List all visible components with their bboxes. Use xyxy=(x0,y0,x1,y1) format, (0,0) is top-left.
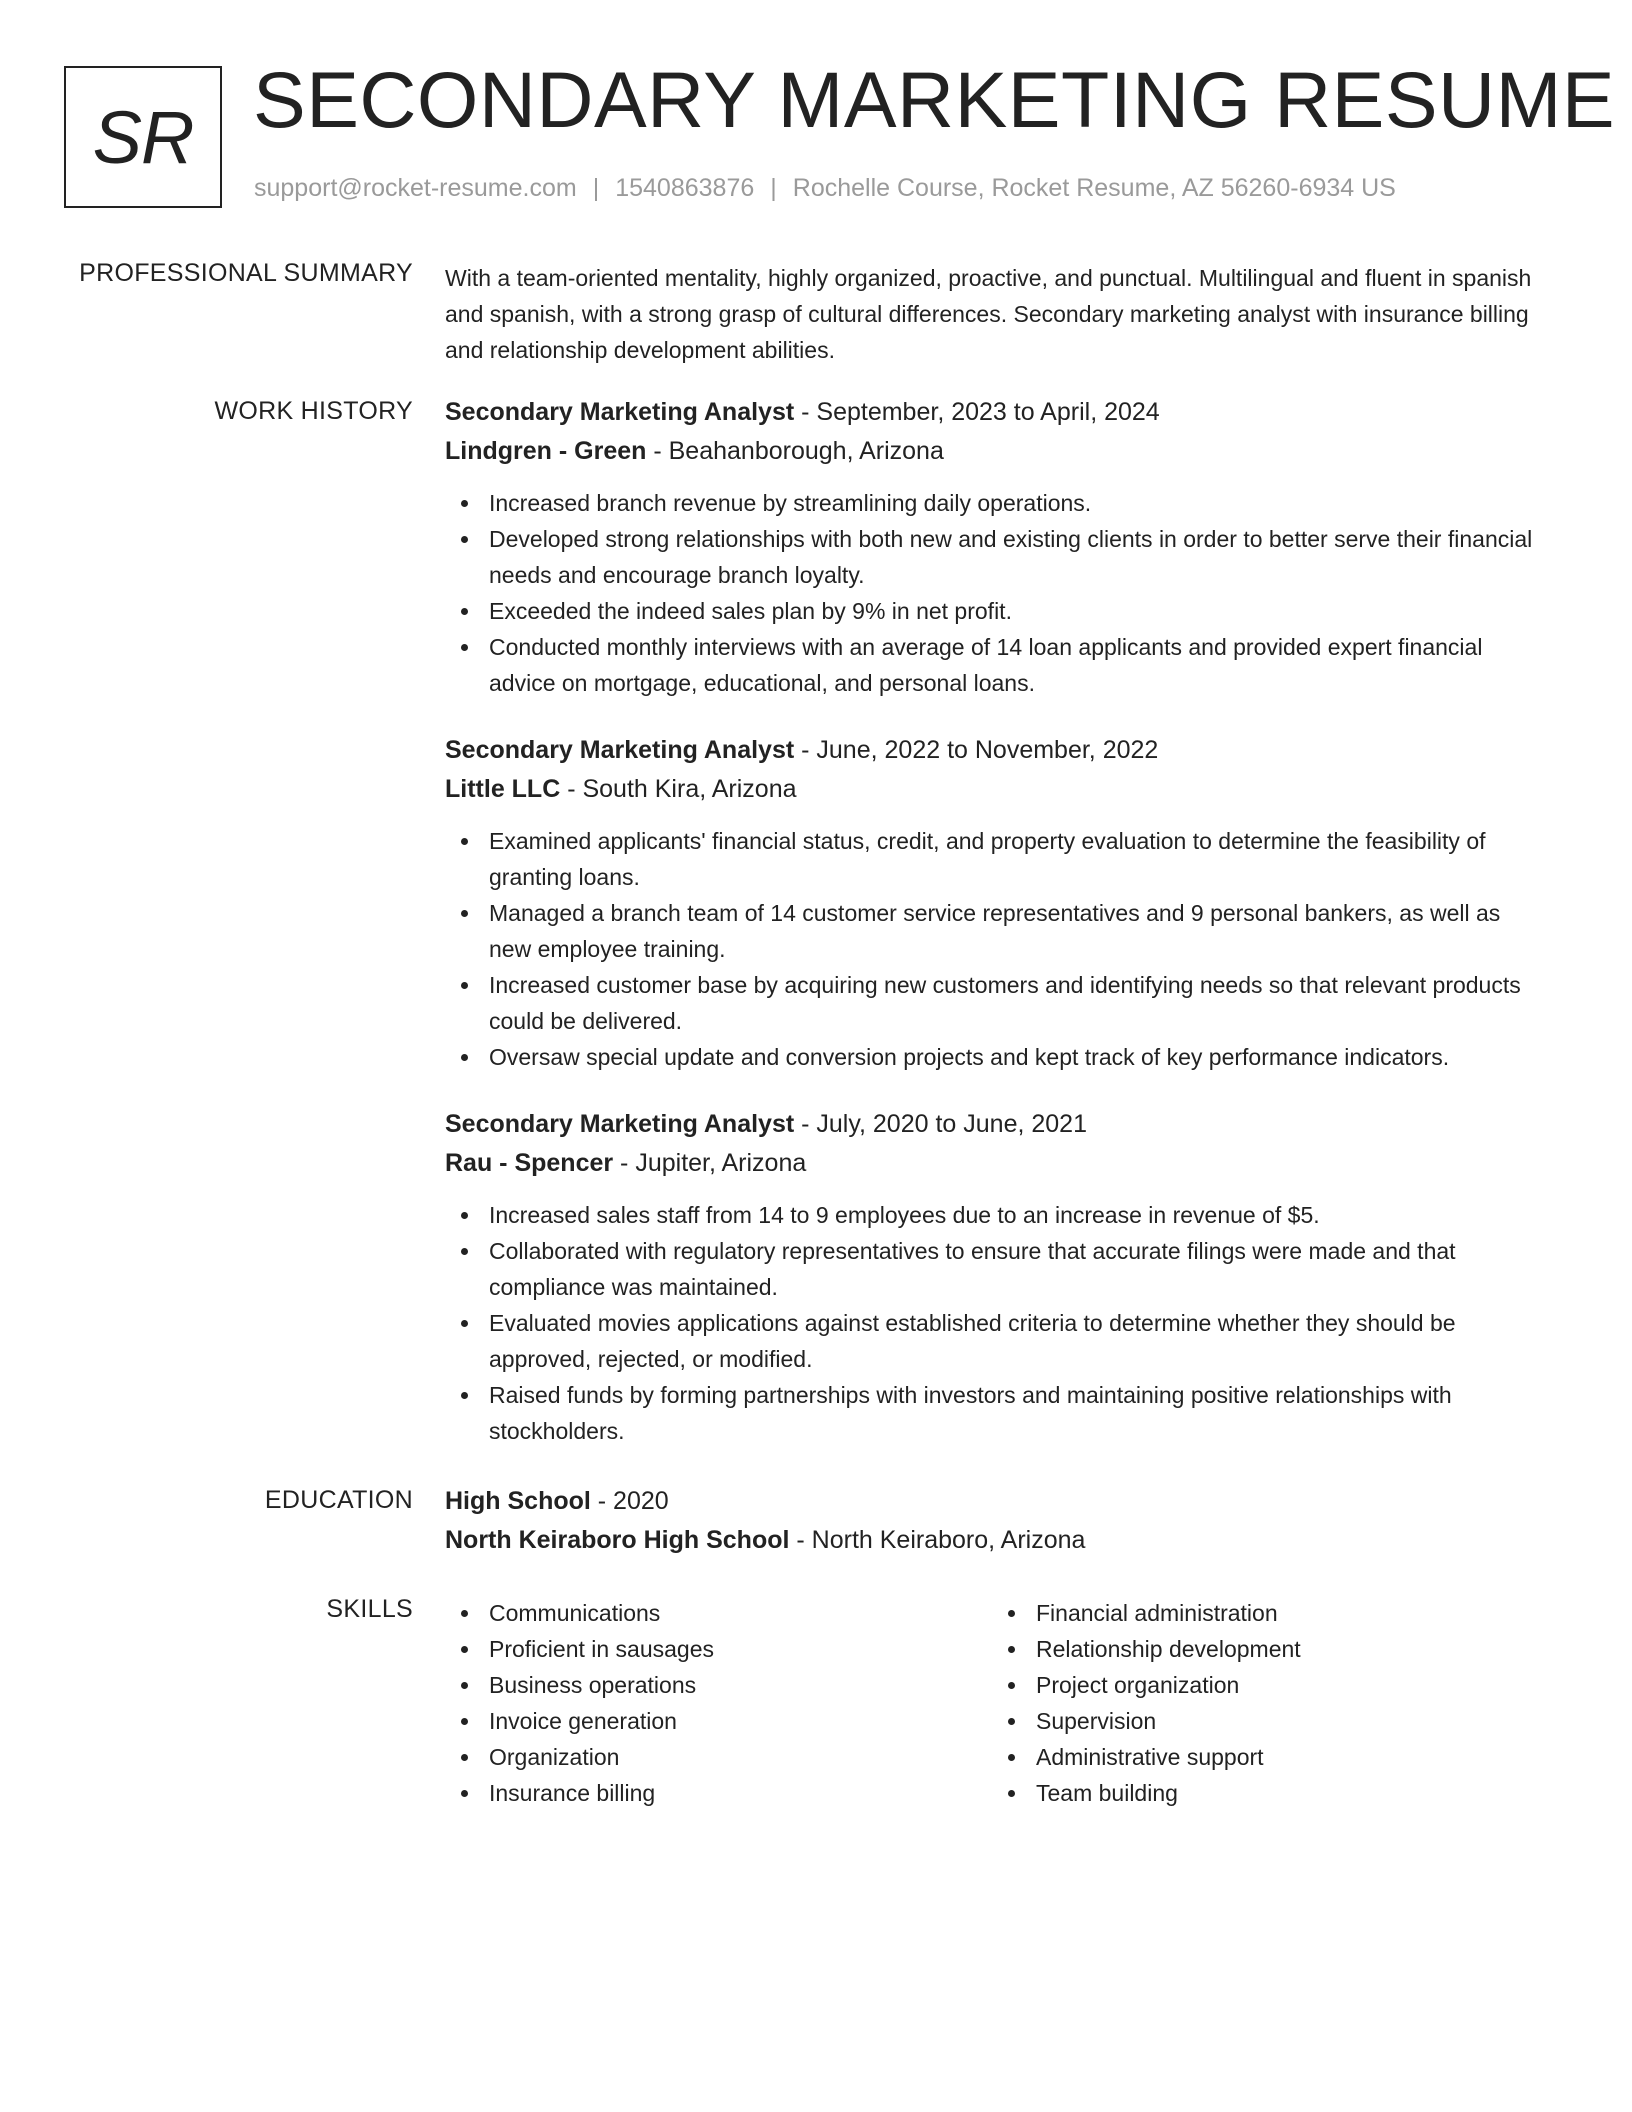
job-entry xyxy=(445,731,1545,1075)
job-bullet: Conducted monthly interviews with an average of 14 loan applicants and provided expert financial advice on mortgage, educational, and personal loans. xyxy=(445,629,1545,701)
job-bullet: Increased branch revenue by streamlining daily operations. xyxy=(445,485,1545,521)
education-location: - North Keiraboro, Arizona xyxy=(789,1526,1086,1554)
monogram-logo: SR xyxy=(64,66,222,208)
job-title-line xyxy=(445,393,1545,432)
job-company: Little LLC xyxy=(445,775,561,803)
job-dates: - June, 2022 to November, 2022 xyxy=(794,736,1159,764)
skill-item: Invoice generation xyxy=(445,1703,992,1739)
education-degree-line xyxy=(445,1482,1545,1521)
job-bullet: Exceeded the indeed sales plan by 9% in net profit. xyxy=(445,593,1545,629)
skills-columns xyxy=(445,1595,1545,1811)
job-entry xyxy=(445,393,1545,701)
job-location: - Beahanborough, Arizona xyxy=(646,437,944,465)
skill-item: Relationship development xyxy=(992,1631,1539,1667)
job-location: - South Kira, Arizona xyxy=(560,775,797,803)
job-company: Rau - Spencer xyxy=(445,1149,614,1177)
skill-item: Organization xyxy=(445,1739,992,1775)
education-school-line xyxy=(445,1521,1545,1560)
contact-separator: | xyxy=(592,174,600,202)
job-dates: - September, 2023 to April, 2024 xyxy=(794,398,1160,426)
education-school: North Keiraboro High School xyxy=(445,1526,790,1554)
job-bullet: Collaborated with regulatory representatives to ensure that accurate filings were made and that compliance was maintained. xyxy=(445,1233,1545,1305)
job-title: Secondary Marketing Analyst xyxy=(445,398,795,426)
job-location: - Jupiter, Arizona xyxy=(613,1149,807,1177)
skill-item: Financial administration xyxy=(992,1595,1539,1631)
education-degree: High School xyxy=(445,1487,591,1515)
job-bullet: Evaluated movies applications against established criteria to determine whether they should be approved, rejected, or modified. xyxy=(445,1305,1545,1377)
job-bullet: Raised funds by forming partnerships with investors and maintaining positive relationships with stockholders. xyxy=(445,1377,1545,1449)
section-label-summary: PROFESSIONAL SUMMARY xyxy=(79,259,413,287)
contact-email[interactable]: support@rocket-resume.com xyxy=(254,174,577,202)
skills-list-left xyxy=(445,1595,992,1811)
job-dates: - July, 2020 to June, 2021 xyxy=(794,1110,1087,1138)
section-label-education: EDUCATION xyxy=(264,1486,413,1514)
job-title-line xyxy=(445,1105,1545,1144)
skill-item: Business operations xyxy=(445,1667,992,1703)
skill-item: Team building xyxy=(992,1775,1539,1811)
job-company: Lindgren - Green xyxy=(445,437,647,465)
job-bullets xyxy=(445,1197,1545,1449)
contact-line xyxy=(254,174,1396,203)
job-bullet: Managed a branch team of 14 customer service representatives and 9 personal bankers, as well as new employee training. xyxy=(445,895,1545,967)
job-bullet: Increased customer base by acquiring new customers and identifying needs so that relevant products could be delivered. xyxy=(445,967,1545,1039)
job-entry xyxy=(445,1105,1545,1449)
summary-text: With a team-oriented mentality, highly organized, proactive, and punctual. Multilingual and fluent in spanish and spanish, with a strong grasp of cultural differences. Secondary marketing analyst with insurance billing and relationship development abilities. xyxy=(445,265,1532,363)
job-bullet: Developed strong relationships with both new and existing clients in order to better serve their financial needs and encourage branch loyalty. xyxy=(445,521,1545,593)
skill-item: Project organization xyxy=(992,1667,1539,1703)
job-company-line xyxy=(445,770,1545,809)
job-title: Secondary Marketing Analyst xyxy=(445,736,795,764)
skill-item: Proficient in sausages xyxy=(445,1631,992,1667)
job-bullets xyxy=(445,823,1545,1075)
skill-item: Administrative support xyxy=(992,1739,1539,1775)
contact-address: Rochelle Course, Rocket Resume, AZ 56260-6934 US xyxy=(792,174,1396,202)
section-label-skills: SKILLS xyxy=(326,1595,413,1623)
job-title-line xyxy=(445,731,1545,770)
skill-item: Insurance billing xyxy=(445,1775,992,1811)
job-bullet: Oversaw special update and conversion projects and kept track of key performance indicators. xyxy=(445,1039,1545,1075)
contact-separator: | xyxy=(770,174,777,202)
job-bullets xyxy=(445,485,1545,701)
job-company-line xyxy=(445,1144,1545,1183)
education-year: - 2020 xyxy=(590,1487,669,1515)
skill-item: Supervision xyxy=(992,1703,1539,1739)
contact-phone[interactable]: 1540863876 xyxy=(615,174,755,202)
job-bullet: Increased sales staff from 14 to 9 employees due to an increase in revenue of $5. xyxy=(445,1197,1545,1233)
job-company-line xyxy=(445,432,1545,471)
resume-title: SECONDARY MARKETING RESUME xyxy=(253,55,1616,144)
section-label-work-history: WORK HISTORY xyxy=(214,397,413,425)
job-bullet: Examined applicants' financial status, credit, and property evaluation to determine the feasibility of granting loans. xyxy=(445,823,1545,895)
skill-item: Communications xyxy=(445,1595,992,1631)
skills-list-right xyxy=(992,1595,1539,1811)
job-title: Secondary Marketing Analyst xyxy=(445,1110,795,1138)
